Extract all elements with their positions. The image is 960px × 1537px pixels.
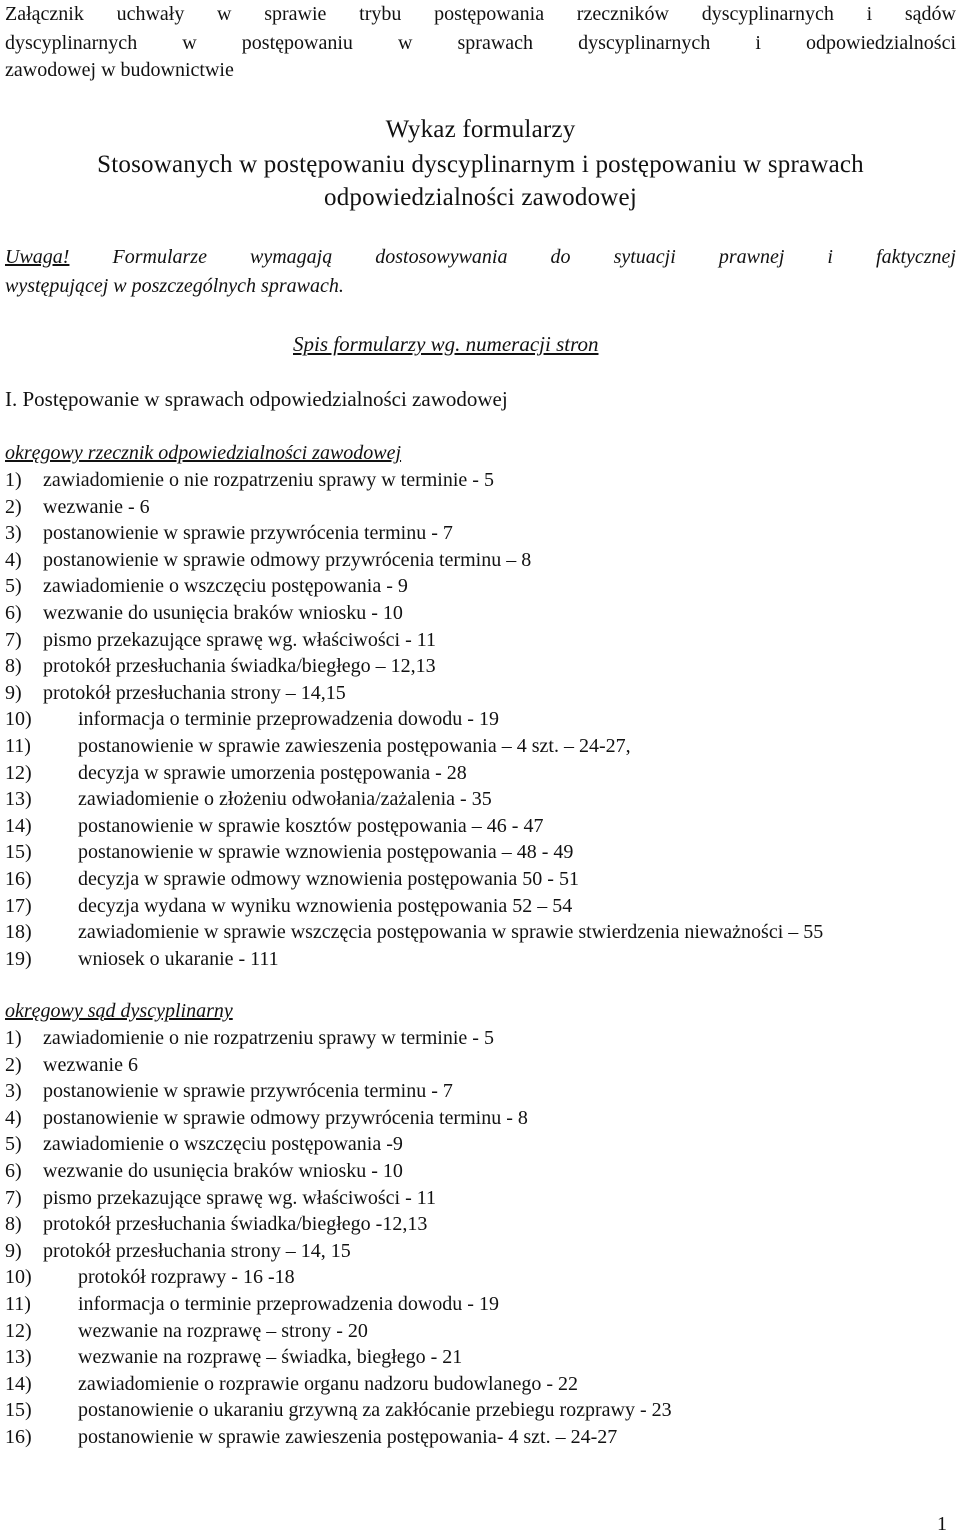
list-item-text: postanowienie w sprawie przywrócenia terminu - 7 [43, 1080, 453, 1103]
list-item-text: postanowienie w sprawie kosztów postępowania – 46 - 47 [78, 814, 544, 837]
list-item-text: postanowienie w sprawie przywrócenia terminu - 7 [43, 522, 453, 545]
list-item-text: zawiadomienie o wszczęciu postępowania -9 [43, 1133, 403, 1156]
list-item-text: postanowienie w sprawie zawieszenia postępowania – 4 szt. – 24-27, [78, 734, 631, 757]
list-item-text: decyzja w sprawie odmowy wznowienia postępowania 50 - 51 [78, 867, 579, 890]
list-item-number: 10) [5, 708, 32, 731]
list-item-text: decyzja wydana w wyniku wznowienia postępowania 52 – 54 [78, 894, 573, 917]
list-item-text: wezwanie na rozprawę – strony - 20 [78, 1319, 368, 1342]
list-item-text: postanowienie w sprawie odmowy przywrócenia terminu - 8 [43, 1106, 528, 1129]
list-item-text: wezwanie do usunięcia braków wniosku - 10 [43, 601, 403, 624]
section-title: I. Postępowanie w sprawach odpowiedzialności zawodowej [5, 387, 508, 411]
list-item [5, 1185, 672, 1212]
list-item-number: 8) [5, 655, 22, 678]
list-item-text: protokół przesłuchania strony – 14, 15 [43, 1239, 351, 1262]
list-item-number: 2) [5, 495, 22, 518]
list-item-number: 6) [5, 601, 22, 624]
list-item [5, 547, 823, 574]
list-item-text: wezwanie - 6 [43, 495, 150, 518]
list-item [5, 919, 823, 946]
list-item [5, 1318, 672, 1345]
list-item [5, 520, 823, 547]
list-item [5, 1131, 672, 1158]
list-item-number: 13) [5, 788, 32, 811]
document-subtitle-line-1: Stosowanych w postępowaniu dyscyplinarnym i postępowaniu w sprawach [97, 151, 864, 178]
list-item-text: protokół przesłuchania strony – 14,15 [43, 681, 346, 704]
note-line-2: występującej w poszczególnych sprawach. [5, 275, 344, 297]
list-item [5, 1238, 672, 1265]
list-item-text: protokół rozprawy - 16 -18 [78, 1266, 295, 1289]
list-item-text: postanowienie w sprawie wznowienia postępowania – 48 - 49 [78, 841, 574, 864]
forms-list-sad [5, 1025, 672, 1451]
list-item-text: protokół przesłuchania świadka/biegłego -12,13 [43, 1213, 428, 1236]
list-item-text: pismo przekazujące sprawę wg. właściwości - 11 [43, 1186, 437, 1209]
forms-index-heading: Spis formularzy wg. numeracji stron [293, 332, 599, 356]
list-item-text: wezwanie do usunięcia braków wniosku - 10 [43, 1159, 403, 1182]
list-item [5, 813, 823, 840]
list-item [5, 573, 823, 600]
list-item [5, 1211, 672, 1238]
list-item-number: 14) [5, 814, 32, 837]
list-item-text: postanowienie w sprawie odmowy przywrócenia terminu – 8 [43, 548, 532, 571]
list-item-number: 2) [5, 1053, 22, 1076]
intro-line-3: zawodowej w budownictwie [5, 59, 234, 81]
list-item-text: protokół przesłuchania świadka/biegłego – 12,13 [43, 655, 436, 678]
list-item-number: 12) [5, 1319, 32, 1342]
list-item-number: 15) [5, 1399, 32, 1422]
intro-line-1: Załącznik uchwały w sprawie trybu postępowania rzeczników dyscyplinarnych i sądów [5, 3, 956, 25]
list-item-number: 5) [5, 1133, 22, 1156]
list-item-number: 9) [5, 681, 22, 704]
list-item [5, 494, 823, 521]
list-item [5, 893, 823, 920]
list-item [5, 1025, 672, 1052]
list-item [5, 1344, 672, 1371]
list-item-number: 7) [5, 1186, 22, 1209]
list-item-text: wniosek o ukaranie - 111 [78, 947, 279, 970]
list-item-number: 17) [5, 894, 32, 917]
document-title: Wykaz formularzy [385, 116, 576, 143]
list-item-text: postanowienie w sprawie zawieszenia postępowania- 4 szt. – 24-27 [78, 1425, 618, 1448]
list-item [5, 600, 823, 627]
list-item-number: 16) [5, 1425, 32, 1448]
list-item [5, 1078, 672, 1105]
list-item [5, 733, 823, 760]
list-item-text: zawiadomienie o rozprawie organu nadzoru budowlanego - 22 [78, 1372, 579, 1395]
group-heading-rzecznik: okręgowy rzecznik odpowiedzialności zawodowej [5, 442, 402, 464]
list-item-number: 1) [5, 1027, 22, 1049]
list-item [5, 866, 823, 893]
list-item-text: zawiadomienie o nie rozpatrzeniu sprawy w terminie - 5 [43, 469, 494, 491]
list-item [5, 1105, 672, 1132]
list-item-text: zawiadomienie o nie rozpatrzeniu sprawy w terminie - 5 [43, 1027, 494, 1049]
list-item [5, 627, 823, 654]
list-item [5, 653, 823, 680]
list-item-number: 3) [5, 522, 22, 545]
list-item-number: 15) [5, 841, 32, 864]
list-item [5, 706, 823, 733]
list-item [5, 680, 823, 707]
list-item-number: 4) [5, 1106, 22, 1129]
page-number: 1 [937, 1513, 947, 1535]
list-item [5, 786, 823, 813]
list-item-number: 11) [5, 1292, 31, 1315]
list-item-text: wezwanie na rozprawę – świadka, biegłego - 21 [78, 1346, 463, 1369]
list-item-text: pismo przekazujące sprawę wg. właściwości - 11 [43, 628, 437, 651]
list-item-number: 4) [5, 548, 22, 571]
list-item-number: 8) [5, 1213, 22, 1236]
list-item-number: 5) [5, 575, 22, 598]
list-item-number: 1) [5, 469, 22, 491]
list-item [5, 1397, 672, 1424]
list-item-number: 18) [5, 921, 32, 944]
list-item-number: 6) [5, 1159, 22, 1182]
list-item [5, 839, 823, 866]
list-item-number: 3) [5, 1080, 22, 1103]
list-item [5, 467, 823, 494]
intro-line-2: dyscyplinarnych w postępowaniu w sprawach dyscyplinarnych i odpowiedzialności [5, 32, 956, 54]
list-item-number: 16) [5, 867, 32, 890]
note-label: Uwaga! [5, 246, 70, 268]
list-item-text: informacja o terminie przeprowadzenia dowodu - 19 [78, 1292, 499, 1315]
note-text-1: Formularze wymagają dostosowywania do sytuacji prawnej i faktycznej [69, 246, 956, 268]
list-item [5, 1424, 672, 1451]
list-item-number: 7) [5, 628, 22, 651]
list-item-number: 12) [5, 761, 32, 784]
list-item-number: 13) [5, 1346, 32, 1369]
list-item-number: 11) [5, 734, 31, 757]
list-item-number: 19) [5, 947, 32, 970]
list-item-number: 14) [5, 1372, 32, 1395]
document-subtitle-line-2: odpowiedzialności zawodowej [324, 184, 637, 211]
list-item [5, 1291, 672, 1318]
list-item-text: zawiadomienie o wszczęciu postępowania - 9 [43, 575, 408, 598]
list-item-text: wezwanie 6 [43, 1053, 138, 1076]
list-item [5, 760, 823, 787]
list-item-text: decyzja w sprawie umorzenia postępowania - 28 [78, 761, 467, 784]
list-item [5, 1158, 672, 1185]
list-item-number: 9) [5, 1239, 22, 1262]
forms-list-rzecznik [5, 467, 823, 972]
list-item [5, 1052, 672, 1079]
list-item [5, 1371, 672, 1398]
list-item-text: postanowienie o ukaraniu grzywną za zakłócanie przebiegu rozprawy - 23 [78, 1399, 672, 1422]
list-item-text: zawiadomienie o złożeniu odwołania/zażalenia - 35 [78, 788, 492, 811]
list-item-text: zawiadomienie w sprawie wszczęcia postępowania w sprawie stwierdzenia nieważności – 55 [78, 921, 824, 944]
list-item [5, 946, 823, 973]
list-item [5, 1264, 672, 1291]
list-item-number: 10) [5, 1266, 32, 1289]
group-heading-sad: okręgowy sąd dyscyplinarny [5, 1000, 233, 1022]
list-item-text: informacja o terminie przeprowadzenia dowodu - 19 [78, 708, 499, 731]
